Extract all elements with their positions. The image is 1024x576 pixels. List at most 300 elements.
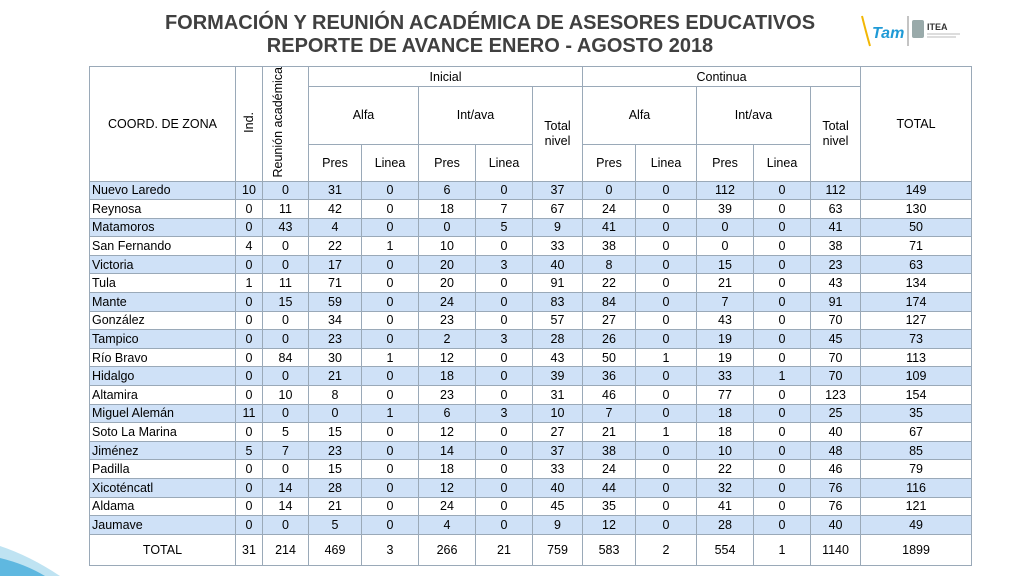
totals-value-cell: 2 bbox=[636, 534, 697, 565]
value-cell: 24 bbox=[583, 200, 636, 219]
value-cell: 0 bbox=[476, 423, 533, 442]
value-cell: 83 bbox=[533, 293, 583, 312]
value-cell: 33 bbox=[697, 367, 754, 386]
header-linea: Linea bbox=[636, 144, 697, 181]
totals-row bbox=[90, 534, 972, 565]
value-cell: 6 bbox=[419, 181, 476, 200]
value-cell: 134 bbox=[861, 274, 972, 293]
zone-name-cell: Padilla bbox=[90, 460, 236, 479]
value-cell: 8 bbox=[583, 255, 636, 274]
value-cell: 149 bbox=[861, 181, 972, 200]
totals-value-cell: 1899 bbox=[861, 534, 972, 565]
value-cell: 5 bbox=[236, 441, 263, 460]
value-cell: 50 bbox=[861, 218, 972, 237]
value-cell: 10 bbox=[236, 181, 263, 200]
value-cell: 41 bbox=[583, 218, 636, 237]
value-cell: 3 bbox=[476, 255, 533, 274]
zone-name-cell: Hidalgo bbox=[90, 367, 236, 386]
value-cell: 46 bbox=[811, 460, 861, 479]
totals-value-cell: 3 bbox=[362, 534, 419, 565]
table-row bbox=[90, 330, 972, 349]
table-row bbox=[90, 348, 972, 367]
value-cell: 21 bbox=[583, 423, 636, 442]
value-cell: 1 bbox=[362, 348, 419, 367]
table-row bbox=[90, 218, 972, 237]
value-cell: 0 bbox=[636, 367, 697, 386]
value-cell: 70 bbox=[811, 348, 861, 367]
value-cell: 0 bbox=[636, 497, 697, 516]
value-cell: 41 bbox=[811, 218, 861, 237]
value-cell: 46 bbox=[583, 386, 636, 405]
value-cell: 71 bbox=[309, 274, 362, 293]
value-cell: 0 bbox=[362, 181, 419, 200]
value-cell: 5 bbox=[263, 423, 309, 442]
value-cell: 28 bbox=[309, 479, 362, 498]
value-cell: 22 bbox=[697, 460, 754, 479]
value-cell: 14 bbox=[263, 479, 309, 498]
value-cell: 11 bbox=[263, 274, 309, 293]
value-cell: 0 bbox=[476, 386, 533, 405]
value-cell: 1 bbox=[754, 367, 811, 386]
value-cell: 127 bbox=[861, 311, 972, 330]
header-coord: COORD. DE ZONA bbox=[90, 67, 236, 182]
value-cell: 0 bbox=[476, 237, 533, 256]
value-cell: 27 bbox=[583, 311, 636, 330]
value-cell: 0 bbox=[263, 330, 309, 349]
value-cell: 0 bbox=[697, 237, 754, 256]
zone-name-cell: Victoria bbox=[90, 255, 236, 274]
header-pres: Pres bbox=[697, 144, 754, 181]
value-cell: 0 bbox=[754, 293, 811, 312]
value-cell: 30 bbox=[309, 348, 362, 367]
value-cell: 0 bbox=[754, 460, 811, 479]
header-continua: Continua bbox=[583, 67, 861, 87]
value-cell: 0 bbox=[754, 255, 811, 274]
totals-value-cell: 759 bbox=[533, 534, 583, 565]
value-cell: 18 bbox=[419, 460, 476, 479]
zone-name-cell: Xicoténcatl bbox=[90, 479, 236, 498]
value-cell: 113 bbox=[861, 348, 972, 367]
value-cell: 31 bbox=[533, 386, 583, 405]
value-cell: 67 bbox=[861, 423, 972, 442]
value-cell: 10 bbox=[419, 237, 476, 256]
value-cell: 1 bbox=[362, 404, 419, 423]
value-cell: 4 bbox=[419, 516, 476, 535]
value-cell: 0 bbox=[263, 255, 309, 274]
value-cell: 0 bbox=[362, 479, 419, 498]
value-cell: 4 bbox=[309, 218, 362, 237]
value-cell: 33 bbox=[533, 460, 583, 479]
tam-logo-icon bbox=[860, 12, 970, 50]
header-inicial-total-nivel: Total nivel bbox=[533, 87, 583, 182]
table-row bbox=[90, 516, 972, 535]
value-cell: 45 bbox=[811, 330, 861, 349]
value-cell: 0 bbox=[636, 200, 697, 219]
value-cell: 22 bbox=[309, 237, 362, 256]
value-cell: 3 bbox=[476, 330, 533, 349]
value-cell: 0 bbox=[362, 516, 419, 535]
value-cell: 4 bbox=[236, 237, 263, 256]
value-cell: 121 bbox=[861, 497, 972, 516]
table-row bbox=[90, 497, 972, 516]
value-cell: 0 bbox=[362, 218, 419, 237]
zone-name-cell: Tula bbox=[90, 274, 236, 293]
value-cell: 0 bbox=[236, 497, 263, 516]
zone-name-cell: Jaumave bbox=[90, 516, 236, 535]
value-cell: 0 bbox=[236, 348, 263, 367]
value-cell: 48 bbox=[811, 441, 861, 460]
header-inicial: Inicial bbox=[309, 67, 583, 87]
value-cell: 12 bbox=[419, 479, 476, 498]
zone-name-cell: González bbox=[90, 311, 236, 330]
zone-name-cell: Reynosa bbox=[90, 200, 236, 219]
value-cell: 76 bbox=[811, 497, 861, 516]
value-cell: 0 bbox=[362, 293, 419, 312]
totals-value-cell: 583 bbox=[583, 534, 636, 565]
header-continua-total-nivel: Total nivel bbox=[811, 87, 861, 182]
value-cell: 0 bbox=[236, 330, 263, 349]
table-row bbox=[90, 386, 972, 405]
value-cell: 0 bbox=[263, 311, 309, 330]
value-cell: 0 bbox=[476, 479, 533, 498]
value-cell: 0 bbox=[636, 181, 697, 200]
zone-name-cell: Aldama bbox=[90, 497, 236, 516]
zone-name-cell: Altamira bbox=[90, 386, 236, 405]
value-cell: 71 bbox=[861, 237, 972, 256]
value-cell: 130 bbox=[861, 200, 972, 219]
value-cell: 0 bbox=[583, 181, 636, 200]
value-cell: 12 bbox=[419, 423, 476, 442]
value-cell: 40 bbox=[811, 516, 861, 535]
value-cell: 15 bbox=[263, 293, 309, 312]
value-cell: 0 bbox=[236, 255, 263, 274]
value-cell: 19 bbox=[697, 348, 754, 367]
table-row bbox=[90, 423, 972, 442]
value-cell: 67 bbox=[533, 200, 583, 219]
value-cell: 0 bbox=[754, 200, 811, 219]
value-cell: 49 bbox=[861, 516, 972, 535]
value-cell: 0 bbox=[263, 516, 309, 535]
value-cell: 0 bbox=[754, 274, 811, 293]
decorative-wave-icon bbox=[0, 516, 70, 576]
header-pres: Pres bbox=[309, 144, 362, 181]
table-row bbox=[90, 255, 972, 274]
totals-value-cell: 214 bbox=[263, 534, 309, 565]
value-cell: 40 bbox=[533, 255, 583, 274]
value-cell: 39 bbox=[533, 367, 583, 386]
value-cell: 0 bbox=[697, 218, 754, 237]
value-cell: 11 bbox=[263, 200, 309, 219]
value-cell: 112 bbox=[697, 181, 754, 200]
value-cell: 15 bbox=[309, 423, 362, 442]
value-cell: 21 bbox=[309, 367, 362, 386]
value-cell: 36 bbox=[583, 367, 636, 386]
value-cell: 0 bbox=[754, 348, 811, 367]
totals-value-cell: 1140 bbox=[811, 534, 861, 565]
value-cell: 7 bbox=[263, 441, 309, 460]
value-cell: 35 bbox=[583, 497, 636, 516]
value-cell: 0 bbox=[236, 423, 263, 442]
totals-value-cell: 1 bbox=[754, 534, 811, 565]
value-cell: 0 bbox=[636, 441, 697, 460]
value-cell: 79 bbox=[861, 460, 972, 479]
value-cell: 23 bbox=[419, 386, 476, 405]
value-cell: 0 bbox=[236, 311, 263, 330]
value-cell: 43 bbox=[811, 274, 861, 293]
value-cell: 10 bbox=[697, 441, 754, 460]
value-cell: 0 bbox=[754, 441, 811, 460]
value-cell: 33 bbox=[533, 237, 583, 256]
value-cell: 0 bbox=[263, 460, 309, 479]
value-cell: 84 bbox=[263, 348, 309, 367]
value-cell: 1 bbox=[636, 423, 697, 442]
title-line-2: REPORTE DE AVANCE ENERO - AGOSTO 2018 bbox=[266, 35, 714, 57]
totals-label-cell: TOTAL bbox=[90, 534, 236, 565]
value-cell: 0 bbox=[476, 274, 533, 293]
value-cell: 0 bbox=[754, 330, 811, 349]
value-cell: 14 bbox=[263, 497, 309, 516]
value-cell: 0 bbox=[754, 386, 811, 405]
value-cell: 77 bbox=[697, 386, 754, 405]
value-cell: 1 bbox=[362, 237, 419, 256]
value-cell: 0 bbox=[236, 293, 263, 312]
value-cell: 63 bbox=[811, 200, 861, 219]
table-row bbox=[90, 460, 972, 479]
value-cell: 3 bbox=[476, 404, 533, 423]
value-cell: 10 bbox=[533, 404, 583, 423]
value-cell: 0 bbox=[236, 218, 263, 237]
value-cell: 5 bbox=[476, 218, 533, 237]
value-cell: 0 bbox=[636, 311, 697, 330]
value-cell: 18 bbox=[419, 367, 476, 386]
value-cell: 0 bbox=[236, 479, 263, 498]
value-cell: 24 bbox=[419, 293, 476, 312]
value-cell: 37 bbox=[533, 181, 583, 200]
value-cell: 0 bbox=[754, 218, 811, 237]
value-cell: 0 bbox=[263, 404, 309, 423]
header-linea: Linea bbox=[754, 144, 811, 181]
value-cell: 0 bbox=[636, 255, 697, 274]
value-cell: 34 bbox=[309, 311, 362, 330]
value-cell: 0 bbox=[636, 404, 697, 423]
value-cell: 6 bbox=[419, 404, 476, 423]
value-cell: 20 bbox=[419, 255, 476, 274]
zone-name-cell: Nuevo Laredo bbox=[90, 181, 236, 200]
report-title bbox=[130, 12, 850, 58]
value-cell: 40 bbox=[811, 423, 861, 442]
value-cell: 84 bbox=[583, 293, 636, 312]
value-cell: 11 bbox=[236, 404, 263, 423]
value-cell: 0 bbox=[476, 460, 533, 479]
value-cell: 25 bbox=[811, 404, 861, 423]
value-cell: 23 bbox=[309, 441, 362, 460]
table-row bbox=[90, 311, 972, 330]
value-cell: 0 bbox=[362, 330, 419, 349]
header-pres: Pres bbox=[419, 144, 476, 181]
value-cell: 0 bbox=[636, 237, 697, 256]
value-cell: 0 bbox=[263, 367, 309, 386]
value-cell: 5 bbox=[309, 516, 362, 535]
value-cell: 59 bbox=[309, 293, 362, 312]
zone-name-cell: Mante bbox=[90, 293, 236, 312]
value-cell: 35 bbox=[861, 404, 972, 423]
value-cell: 1 bbox=[236, 274, 263, 293]
zone-name-cell: Matamoros bbox=[90, 218, 236, 237]
value-cell: 50 bbox=[583, 348, 636, 367]
value-cell: 2 bbox=[419, 330, 476, 349]
value-cell: 154 bbox=[861, 386, 972, 405]
zone-name-cell: Río Bravo bbox=[90, 348, 236, 367]
value-cell: 8 bbox=[309, 386, 362, 405]
table-row bbox=[90, 367, 972, 386]
value-cell: 0 bbox=[636, 516, 697, 535]
report-table bbox=[89, 66, 972, 566]
value-cell: 20 bbox=[419, 274, 476, 293]
value-cell: 27 bbox=[533, 423, 583, 442]
value-cell: 1 bbox=[636, 348, 697, 367]
header-linea: Linea bbox=[362, 144, 419, 181]
value-cell: 0 bbox=[236, 200, 263, 219]
value-cell: 40 bbox=[533, 479, 583, 498]
header-continua-alfa: Alfa bbox=[583, 87, 697, 145]
value-cell: 0 bbox=[362, 255, 419, 274]
value-cell: 0 bbox=[636, 274, 697, 293]
value-cell: 24 bbox=[419, 497, 476, 516]
tam-logo-text: Tam bbox=[872, 25, 905, 42]
value-cell: 0 bbox=[754, 404, 811, 423]
value-cell: 0 bbox=[362, 460, 419, 479]
value-cell: 21 bbox=[697, 274, 754, 293]
value-cell: 0 bbox=[476, 367, 533, 386]
header-continua-intava: Int/ava bbox=[697, 87, 811, 145]
value-cell: 0 bbox=[362, 367, 419, 386]
value-cell: 0 bbox=[754, 497, 811, 516]
value-cell: 7 bbox=[697, 293, 754, 312]
table-body bbox=[90, 181, 972, 565]
value-cell: 14 bbox=[419, 441, 476, 460]
value-cell: 42 bbox=[309, 200, 362, 219]
value-cell: 63 bbox=[861, 255, 972, 274]
value-cell: 37 bbox=[533, 441, 583, 460]
value-cell: 0 bbox=[362, 497, 419, 516]
value-cell: 0 bbox=[362, 441, 419, 460]
value-cell: 0 bbox=[754, 423, 811, 442]
value-cell: 43 bbox=[697, 311, 754, 330]
table-row bbox=[90, 441, 972, 460]
value-cell: 0 bbox=[263, 181, 309, 200]
value-cell: 23 bbox=[811, 255, 861, 274]
zone-name-cell: Tampico bbox=[90, 330, 236, 349]
value-cell: 0 bbox=[236, 386, 263, 405]
totals-value-cell: 469 bbox=[309, 534, 362, 565]
value-cell: 0 bbox=[754, 181, 811, 200]
value-cell: 18 bbox=[419, 200, 476, 219]
value-cell: 0 bbox=[362, 200, 419, 219]
value-cell: 0 bbox=[476, 348, 533, 367]
value-cell: 0 bbox=[309, 404, 362, 423]
value-cell: 31 bbox=[309, 181, 362, 200]
value-cell: 43 bbox=[263, 218, 309, 237]
value-cell: 23 bbox=[419, 311, 476, 330]
value-cell: 0 bbox=[754, 311, 811, 330]
value-cell: 12 bbox=[583, 516, 636, 535]
value-cell: 44 bbox=[583, 479, 636, 498]
value-cell: 0 bbox=[362, 386, 419, 405]
itea-seal-icon bbox=[912, 20, 924, 38]
value-cell: 12 bbox=[419, 348, 476, 367]
table-row bbox=[90, 404, 972, 423]
value-cell: 0 bbox=[236, 516, 263, 535]
value-cell: 21 bbox=[309, 497, 362, 516]
header-ind: Ind. bbox=[236, 67, 263, 182]
table-row bbox=[90, 237, 972, 256]
zone-name-cell: Soto La Marina bbox=[90, 423, 236, 442]
value-cell: 26 bbox=[583, 330, 636, 349]
value-cell: 0 bbox=[362, 311, 419, 330]
zone-name-cell: San Fernando bbox=[90, 237, 236, 256]
value-cell: 0 bbox=[636, 386, 697, 405]
table-row bbox=[90, 181, 972, 200]
value-cell: 28 bbox=[697, 516, 754, 535]
value-cell: 28 bbox=[533, 330, 583, 349]
itea-logo-text: ITEA bbox=[927, 22, 948, 32]
value-cell: 0 bbox=[476, 497, 533, 516]
value-cell: 109 bbox=[861, 367, 972, 386]
value-cell: 116 bbox=[861, 479, 972, 498]
value-cell: 0 bbox=[476, 516, 533, 535]
value-cell: 39 bbox=[697, 200, 754, 219]
value-cell: 24 bbox=[583, 460, 636, 479]
value-cell: 41 bbox=[697, 497, 754, 516]
value-cell: 0 bbox=[362, 423, 419, 442]
value-cell: 9 bbox=[533, 218, 583, 237]
value-cell: 70 bbox=[811, 367, 861, 386]
value-cell: 0 bbox=[236, 460, 263, 479]
value-cell: 123 bbox=[811, 386, 861, 405]
value-cell: 10 bbox=[263, 386, 309, 405]
value-cell: 7 bbox=[583, 404, 636, 423]
value-cell: 0 bbox=[754, 479, 811, 498]
value-cell: 85 bbox=[861, 441, 972, 460]
value-cell: 18 bbox=[697, 423, 754, 442]
value-cell: 43 bbox=[533, 348, 583, 367]
value-cell: 23 bbox=[309, 330, 362, 349]
value-cell: 0 bbox=[236, 367, 263, 386]
value-cell: 19 bbox=[697, 330, 754, 349]
totals-value-cell: 21 bbox=[476, 534, 533, 565]
zone-name-cell: Jiménez bbox=[90, 441, 236, 460]
header-inicial-alfa: Alfa bbox=[309, 87, 419, 145]
value-cell: 0 bbox=[476, 293, 533, 312]
value-cell: 0 bbox=[476, 311, 533, 330]
value-cell: 91 bbox=[811, 293, 861, 312]
table-row bbox=[90, 293, 972, 312]
value-cell: 0 bbox=[754, 516, 811, 535]
title-line-1: FORMACIÓN Y REUNIÓN ACADÉMICA DE ASESORES EDUCATIVOS bbox=[164, 12, 816, 34]
value-cell: 0 bbox=[263, 237, 309, 256]
header-linea: Linea bbox=[476, 144, 533, 181]
table-row bbox=[90, 200, 972, 219]
value-cell: 0 bbox=[754, 237, 811, 256]
value-cell: 15 bbox=[309, 460, 362, 479]
header-total: TOTAL bbox=[861, 67, 972, 182]
value-cell: 0 bbox=[636, 293, 697, 312]
value-cell: 38 bbox=[811, 237, 861, 256]
value-cell: 18 bbox=[697, 404, 754, 423]
header-reunion: Reunión académica bbox=[263, 67, 309, 182]
value-cell: 32 bbox=[697, 479, 754, 498]
value-cell: 38 bbox=[583, 441, 636, 460]
